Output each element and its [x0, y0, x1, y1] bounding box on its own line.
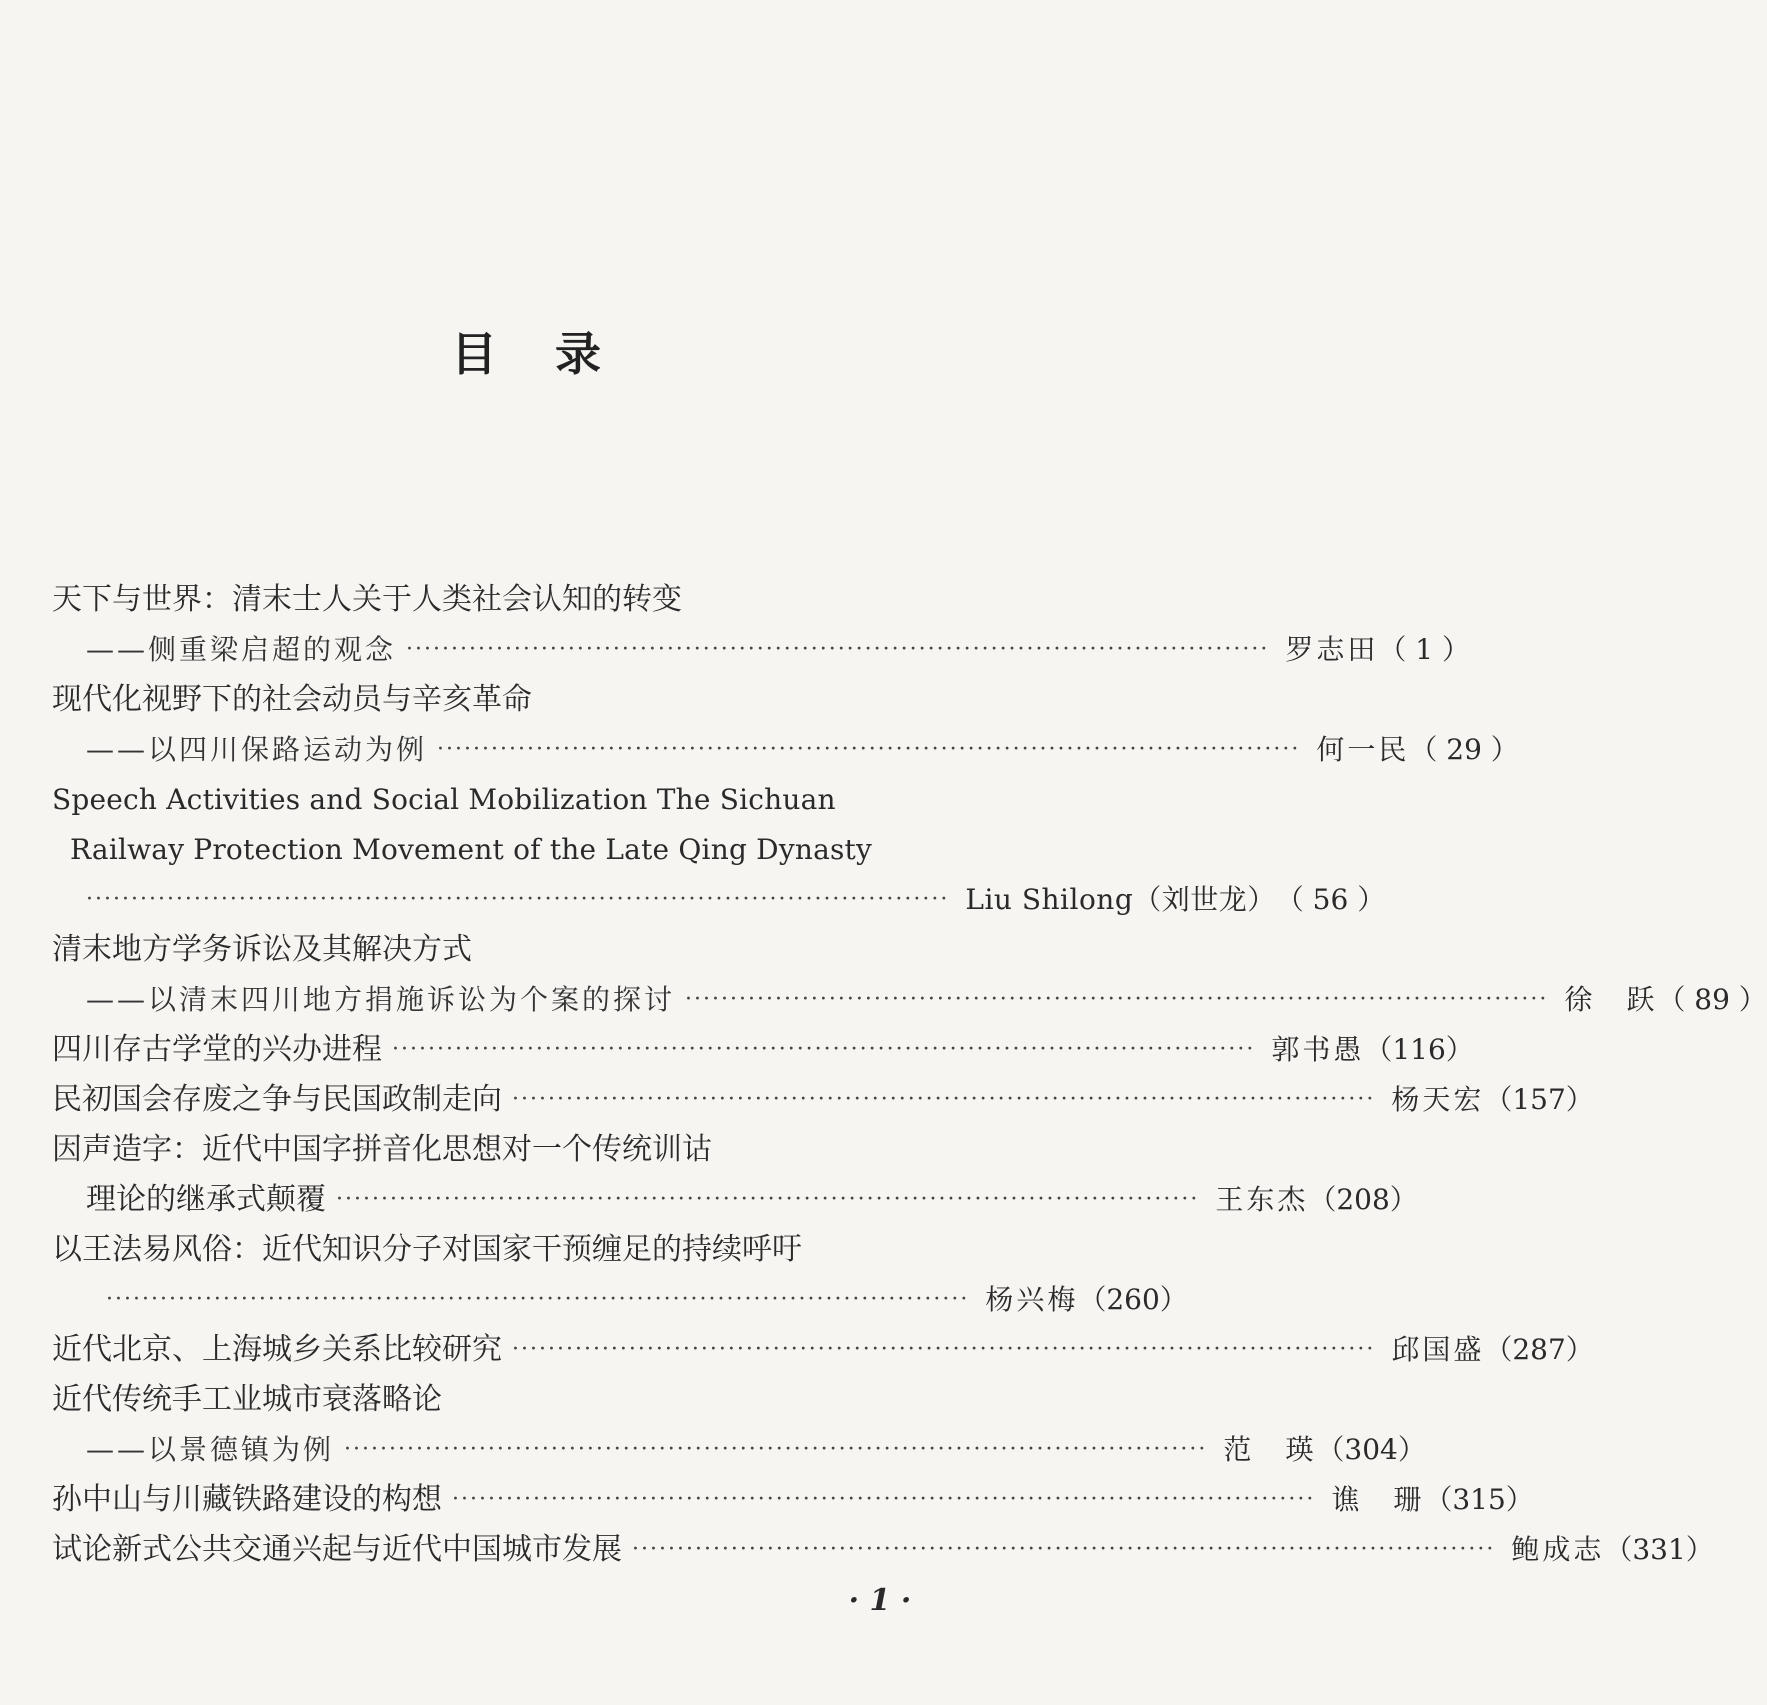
toc-entry-title-continued	[52, 825, 932, 875]
toc-entry-title-continued	[52, 1175, 1418, 1225]
entry-page: （157）	[1484, 1083, 1594, 1116]
entry-author: 范 瑛	[1223, 1433, 1317, 1466]
dot-leader: ································································································	[437, 737, 1301, 762]
toc-entry	[52, 1475, 1534, 1525]
entry-title: 四川存古学堂的兴办进程	[52, 1032, 382, 1067]
toc-entry-title	[52, 775, 932, 825]
entry-title: 孙中山与川藏铁路建设的构想	[52, 1482, 442, 1517]
dot-leader: ································································································	[406, 637, 1270, 662]
entry-title-continued: 理论的继承式颠覆	[86, 1182, 326, 1217]
entry-title: 天下与世界：清末士人关于人类社会认知的转变	[52, 582, 682, 617]
toc-entry-title	[52, 1125, 932, 1175]
page-number: · 1 ·	[848, 1583, 912, 1618]
toc-entry	[52, 1025, 1474, 1075]
entry-author: 罗志田	[1285, 633, 1379, 666]
entry-page: （ 1 ）	[1378, 633, 1470, 666]
entry-title: 现代化视野下的社会动员与辛亥革命	[52, 682, 532, 717]
entry-page: （208）	[1308, 1183, 1418, 1216]
entry-page: （116）	[1364, 1033, 1474, 1066]
entry-page: （304）	[1316, 1433, 1426, 1466]
entry-author: 王东杰	[1215, 1183, 1309, 1216]
page-title: 目 录	[451, 327, 607, 381]
entry-author: 郭书愚	[1271, 1033, 1365, 1066]
entry-page: （ 29 ）	[1409, 733, 1519, 766]
toc-entry-author-line	[52, 1275, 1188, 1325]
entry-title: Speech Activities and Social Mobilization The Sichuan	[52, 783, 836, 816]
toc-entry-title	[52, 925, 932, 975]
entry-title: 近代传统手工业城市衰落略论	[52, 1382, 442, 1417]
dot-leader: ································································································	[685, 987, 1549, 1012]
table-of-contents	[52, 575, 1767, 1575]
dot-leader: ································································································	[336, 1187, 1200, 1212]
dot-leader: ································································································	[392, 1037, 1256, 1062]
entry-title: 以王法易风俗：近代知识分子对国家干预缠足的持续呼吁	[52, 1232, 802, 1267]
entry-page: （287）	[1484, 1333, 1594, 1366]
toc-entry-title	[52, 1375, 932, 1425]
entry-title-continued: Railway Protection Movement of the Late Qing Dynasty	[70, 833, 873, 866]
entry-author: Liu Shilong（刘世龙）	[965, 883, 1276, 916]
entry-page: （260）	[1078, 1283, 1188, 1316]
entry-title: 因声造字：近代中国字拼音化思想对一个传统训诂	[52, 1132, 712, 1167]
entry-title: 清末地方学务诉讼及其解决方式	[52, 932, 472, 967]
entry-subtitle: ——以景德镇为例	[86, 1433, 335, 1466]
entry-author: 杨兴梅	[985, 1283, 1079, 1316]
entry-page: （ 56 ）	[1275, 883, 1386, 916]
entry-author: 何一民	[1316, 733, 1410, 766]
entry-subtitle: ——以清末四川地方捐施诉讼为个案的探讨	[86, 983, 676, 1016]
toc-entry	[52, 1325, 1594, 1375]
entry-author: 徐 跃	[1564, 983, 1658, 1016]
toc-entry	[52, 1525, 1714, 1575]
dot-leader: ································································································	[106, 1287, 970, 1312]
toc-entry-subtitle-line	[52, 1425, 1426, 1475]
entry-page: （331）	[1604, 1533, 1714, 1566]
toc-entry-subtitle-line	[52, 725, 1519, 775]
toc-entry	[52, 1075, 1594, 1125]
entry-subtitle: ——侧重梁启超的观念	[86, 633, 397, 666]
entry-title: 试论新式公共交通兴起与近代中国城市发展	[52, 1532, 622, 1567]
dot-leader: ································································································	[344, 1437, 1208, 1462]
dot-leader: ································································································	[512, 1337, 1376, 1362]
dot-leader: ································································································	[632, 1537, 1496, 1562]
toc-entry-subtitle-line	[52, 975, 1767, 1025]
toc-entry-title	[52, 575, 932, 625]
entry-subtitle: ——以四川保路运动为例	[86, 733, 428, 766]
toc-entry-title	[52, 1225, 932, 1275]
entry-author: 谯 珊	[1331, 1483, 1425, 1516]
dot-leader: ································································································	[452, 1487, 1316, 1512]
dot-leader: ································································································	[86, 887, 950, 912]
toc-entry-subtitle-line	[52, 625, 1470, 675]
entry-author: 杨天宏	[1391, 1083, 1485, 1116]
toc-entry-author-line	[52, 875, 1386, 925]
entry-author: 鲍成志	[1511, 1533, 1605, 1566]
toc-entry-title	[52, 675, 932, 725]
entry-author: 邱国盛	[1391, 1333, 1485, 1366]
entry-page: （ 89 ）	[1657, 983, 1767, 1016]
dot-leader: ································································································	[512, 1087, 1376, 1112]
entry-page: （315）	[1424, 1483, 1534, 1516]
entry-title: 近代北京、上海城乡关系比较研究	[52, 1332, 502, 1367]
entry-title: 民初国会存废之争与民国政制走向	[52, 1082, 502, 1117]
